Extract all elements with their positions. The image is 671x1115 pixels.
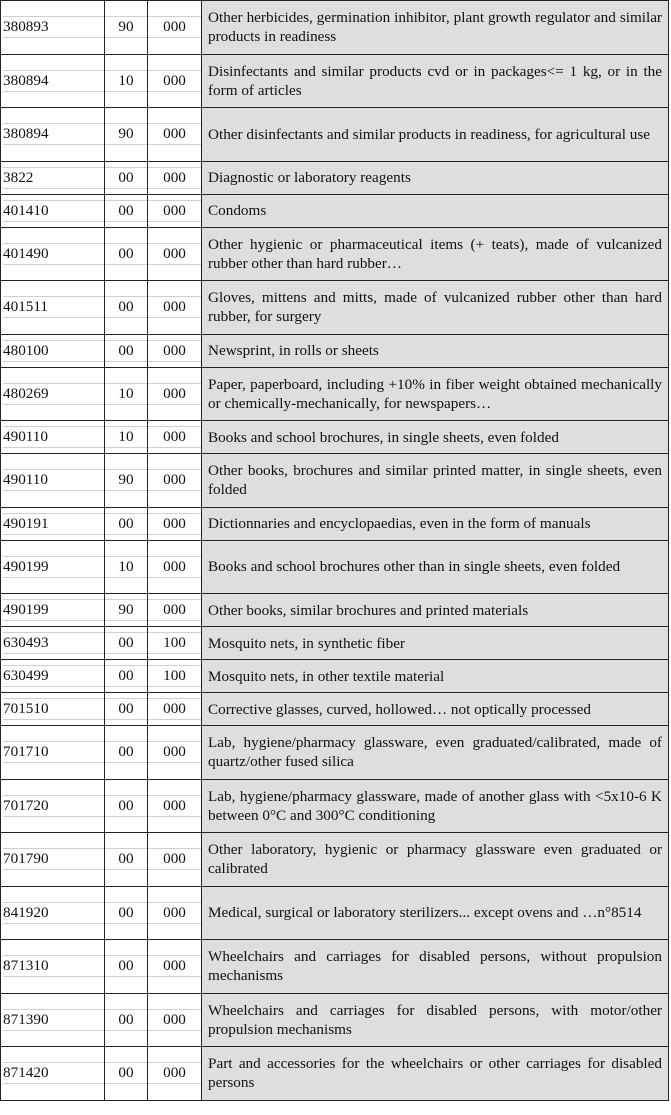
subheading-cell <box>105 693 148 726</box>
hs-code-cell <box>1 833 105 887</box>
extension-cell <box>148 833 202 887</box>
subheading-cell <box>105 594 148 627</box>
hs-code-cell-value: 841920 <box>3 902 104 924</box>
hs-code-cell <box>1 540 105 594</box>
table-row <box>1 367 669 421</box>
table-row <box>1 886 669 940</box>
hs-code-cell <box>1 594 105 627</box>
extension-cell <box>148 227 202 281</box>
hs-code-cell-value: 380894 <box>3 123 104 145</box>
extension-cell-value: 000 <box>148 123 201 145</box>
table-row <box>1 693 669 726</box>
subheading-cell-value: 00 <box>105 243 147 265</box>
extension-cell <box>148 726 202 780</box>
hs-code-cell-value: 401511 <box>3 296 104 318</box>
subheading-cell <box>105 161 148 194</box>
table-row <box>1 454 669 508</box>
subheading-cell-value: 00 <box>105 902 147 924</box>
subheading-cell-value: 00 <box>105 167 147 189</box>
description-cell: Lab, hygiene/pharmacy glassware, made of another glass with <5x10-6 K between 0°C and 300°C conditioning <box>202 779 669 833</box>
description-cell: Gloves, mittens and mitts, made of vulcanized rubber other than hard rubber, for surgery <box>202 281 669 335</box>
hs-code-cell <box>1 779 105 833</box>
subheading-cell-value: 90 <box>105 599 147 621</box>
extension-cell-value: 000 <box>148 556 201 578</box>
description-cell: Wheelchairs and carriages for disabled persons, without propulsion mechanisms <box>202 940 669 994</box>
subheading-cell <box>105 627 148 660</box>
description-cell: Books and school brochures, in single sheets, even folded <box>202 421 669 454</box>
extension-cell-value: 000 <box>148 902 201 924</box>
hs-code-cell-value: 701720 <box>3 795 104 817</box>
subheading-cell <box>105 54 148 108</box>
extension-cell-value: 100 <box>148 665 201 687</box>
extension-cell <box>148 940 202 994</box>
subheading-cell <box>105 540 148 594</box>
extension-cell <box>148 281 202 335</box>
extension-cell-value: 000 <box>148 167 201 189</box>
hs-code-cell <box>1 367 105 421</box>
subheading-cell <box>105 660 148 693</box>
description-cell: Other books, brochures and similar printed matter, in single sheets, even folded <box>202 454 669 508</box>
hs-code-cell-value: 480269 <box>3 383 104 405</box>
hs-code-cell-value: 871390 <box>3 1009 104 1031</box>
extension-cell <box>148 454 202 508</box>
description-cell: Other hygienic or pharmaceutical items (+ teats), made of vulcanized rubber other than hard rubber… <box>202 227 669 281</box>
hs-code-cell-value: 401410 <box>3 200 104 222</box>
description-cell: Disinfectants and similar products cvd or in packages<= 1 kg, or in the form of articles <box>202 54 669 108</box>
hs-code-cell <box>1 1 105 55</box>
subheading-cell-value: 00 <box>105 741 147 763</box>
description-cell: Newsprint, in rolls or sheets <box>202 334 669 367</box>
table-row <box>1 660 669 693</box>
hs-code-cell-value: 490191 <box>3 513 104 535</box>
table-row <box>1 334 669 367</box>
extension-cell-value: 000 <box>148 340 201 362</box>
hs-code-cell-value: 380893 <box>3 16 104 38</box>
subheading-cell-value: 90 <box>105 469 147 491</box>
hs-code-cell <box>1 886 105 940</box>
table-row <box>1 507 669 540</box>
subheading-cell <box>105 194 148 227</box>
extension-cell-value: 000 <box>148 200 201 222</box>
table-row <box>1 227 669 281</box>
subheading-cell-value: 00 <box>105 698 147 720</box>
subheading-cell <box>105 779 148 833</box>
table-row <box>1 1 669 55</box>
subheading-cell <box>105 993 148 1047</box>
hs-code-cell-value: 701710 <box>3 741 104 763</box>
hs-code-cell-value: 490110 <box>3 469 104 491</box>
extension-cell-value: 000 <box>148 243 201 265</box>
extension-cell <box>148 161 202 194</box>
subheading-cell-value: 10 <box>105 383 147 405</box>
table-row <box>1 161 669 194</box>
extension-cell-value: 000 <box>148 469 201 491</box>
extension-cell <box>148 886 202 940</box>
description-cell: Condoms <box>202 194 669 227</box>
table-row <box>1 281 669 335</box>
hs-code-cell-value: 871420 <box>3 1062 104 1084</box>
extension-cell <box>148 779 202 833</box>
subheading-cell <box>105 421 148 454</box>
subheading-cell-value: 00 <box>105 848 147 870</box>
hs-code-cell <box>1 454 105 508</box>
hs-code-cell-value: 630499 <box>3 665 104 687</box>
subheading-cell <box>105 886 148 940</box>
subheading-cell <box>105 454 148 508</box>
extension-cell-value: 000 <box>148 513 201 535</box>
subheading-cell <box>105 940 148 994</box>
hs-code-cell <box>1 507 105 540</box>
subheading-cell <box>105 227 148 281</box>
extension-cell-value: 000 <box>148 741 201 763</box>
table-row <box>1 1047 669 1101</box>
description-cell: Dictionnaries and encyclopaedias, even in the form of manuals <box>202 507 669 540</box>
hs-code-cell <box>1 421 105 454</box>
hs-code-cell <box>1 281 105 335</box>
description-cell: Other disinfectants and similar products in readiness, for agricultural use <box>202 108 669 162</box>
extension-cell-value: 000 <box>148 296 201 318</box>
hs-code-cell-value: 480100 <box>3 340 104 362</box>
subheading-cell-value: 00 <box>105 340 147 362</box>
subheading-cell-value: 00 <box>105 200 147 222</box>
description-cell: Other herbicides, germination inhibitor, plant growth regulator and similar products in readiness <box>202 1 669 55</box>
subheading-cell-value: 10 <box>105 426 147 448</box>
hs-code-cell <box>1 334 105 367</box>
subheading-cell <box>105 334 148 367</box>
subheading-cell <box>105 726 148 780</box>
description-cell: Mosquito nets, in synthetic fiber <box>202 627 669 660</box>
hs-code-cell <box>1 726 105 780</box>
extension-cell-value: 000 <box>148 955 201 977</box>
extension-cell <box>148 108 202 162</box>
hs-code-cell-value: 3822 <box>3 167 104 189</box>
subheading-cell-value: 00 <box>105 296 147 318</box>
description-cell: Lab, hygiene/pharmacy glassware, even graduated/calibrated, made of quartz/other fused silica <box>202 726 669 780</box>
extension-cell-value: 000 <box>148 698 201 720</box>
description-cell: Books and school brochures other than in single sheets, even folded <box>202 540 669 594</box>
subheading-cell-value: 00 <box>105 665 147 687</box>
table-row <box>1 194 669 227</box>
extension-cell <box>148 421 202 454</box>
subheading-cell-value: 00 <box>105 1009 147 1031</box>
description-cell: Medical, surgical or laboratory sterilizers... except ovens and …n°8514 <box>202 886 669 940</box>
table-row <box>1 540 669 594</box>
subheading-cell-value: 00 <box>105 795 147 817</box>
subheading-cell <box>105 507 148 540</box>
table-row <box>1 833 669 887</box>
hs-code-cell-value: 630493 <box>3 632 104 654</box>
table-row <box>1 108 669 162</box>
table-row <box>1 940 669 994</box>
extension-cell <box>148 54 202 108</box>
extension-cell <box>148 334 202 367</box>
extension-cell-value: 000 <box>148 383 201 405</box>
subheading-cell <box>105 367 148 421</box>
subheading-cell <box>105 108 148 162</box>
subheading-cell-value: 10 <box>105 70 147 92</box>
description-cell: Corrective glasses, curved, hollowed… not optically processed <box>202 693 669 726</box>
subheading-cell-value: 00 <box>105 955 147 977</box>
table-row <box>1 779 669 833</box>
description-cell: Wheelchairs and carriages for disabled persons, with motor/other propulsion mechanisms <box>202 993 669 1047</box>
extension-cell-value: 000 <box>148 426 201 448</box>
subheading-cell-value: 90 <box>105 123 147 145</box>
extension-cell-value: 100 <box>148 632 201 654</box>
hs-code-cell-value: 401490 <box>3 243 104 265</box>
extension-cell <box>148 194 202 227</box>
extension-cell <box>148 1047 202 1101</box>
extension-cell <box>148 540 202 594</box>
hs-code-cell <box>1 660 105 693</box>
subheading-cell-value: 00 <box>105 513 147 535</box>
subheading-cell <box>105 1 148 55</box>
extension-cell <box>148 367 202 421</box>
description-cell: Other laboratory, hygienic or pharmacy glassware even graduated or calibrated <box>202 833 669 887</box>
hs-code-cell-value: 490110 <box>3 426 104 448</box>
table-row <box>1 993 669 1047</box>
extension-cell <box>148 594 202 627</box>
hs-code-cell <box>1 161 105 194</box>
table-row <box>1 54 669 108</box>
table-row <box>1 726 669 780</box>
subheading-cell <box>105 833 148 887</box>
extension-cell-value: 000 <box>148 848 201 870</box>
extension-cell-value: 000 <box>148 1062 201 1084</box>
hs-code-cell <box>1 940 105 994</box>
hs-code-cell-value: 871310 <box>3 955 104 977</box>
subheading-cell-value: 10 <box>105 556 147 578</box>
hs-code-cell-value: 701790 <box>3 848 104 870</box>
table-row <box>1 594 669 627</box>
subheading-cell-value: 90 <box>105 16 147 38</box>
table-row <box>1 627 669 660</box>
extension-cell <box>148 1 202 55</box>
hs-code-cell <box>1 627 105 660</box>
hs-code-cell <box>1 108 105 162</box>
hs-code-cell <box>1 693 105 726</box>
extension-cell-value: 000 <box>148 1009 201 1031</box>
subheading-cell-value: 00 <box>105 632 147 654</box>
extension-cell <box>148 507 202 540</box>
description-cell: Mosquito nets, in other textile material <box>202 660 669 693</box>
hs-code-cell <box>1 993 105 1047</box>
subheading-cell <box>105 281 148 335</box>
extension-cell-value: 000 <box>148 599 201 621</box>
subheading-cell-value: 00 <box>105 1062 147 1084</box>
description-cell: Diagnostic or laboratory reagents <box>202 161 669 194</box>
subheading-cell <box>105 1047 148 1101</box>
extension-cell <box>148 693 202 726</box>
extension-cell <box>148 993 202 1047</box>
hs-code-cell-value: 380894 <box>3 70 104 92</box>
hs-code-cell <box>1 227 105 281</box>
extension-cell-value: 000 <box>148 16 201 38</box>
hs-code-cell <box>1 54 105 108</box>
description-cell: Other books, similar brochures and printed materials <box>202 594 669 627</box>
hs-code-cell-value: 701510 <box>3 698 104 720</box>
extension-cell <box>148 627 202 660</box>
hs-code-cell-value: 490199 <box>3 599 104 621</box>
extension-cell-value: 000 <box>148 795 201 817</box>
extension-cell <box>148 660 202 693</box>
description-cell: Paper, paperboard, including +10% in fiber weight obtained mechanically or chemically-mechanically, for newspapers… <box>202 367 669 421</box>
description-cell: Part and accessories for the wheelchairs or other carriages for disabled persons <box>202 1047 669 1101</box>
hs-code-cell <box>1 194 105 227</box>
hs-code-cell-value: 490199 <box>3 556 104 578</box>
extension-cell-value: 000 <box>148 70 201 92</box>
hs-code-cell <box>1 1047 105 1101</box>
tariff-table-body <box>1 1 669 1101</box>
table-row <box>1 421 669 454</box>
